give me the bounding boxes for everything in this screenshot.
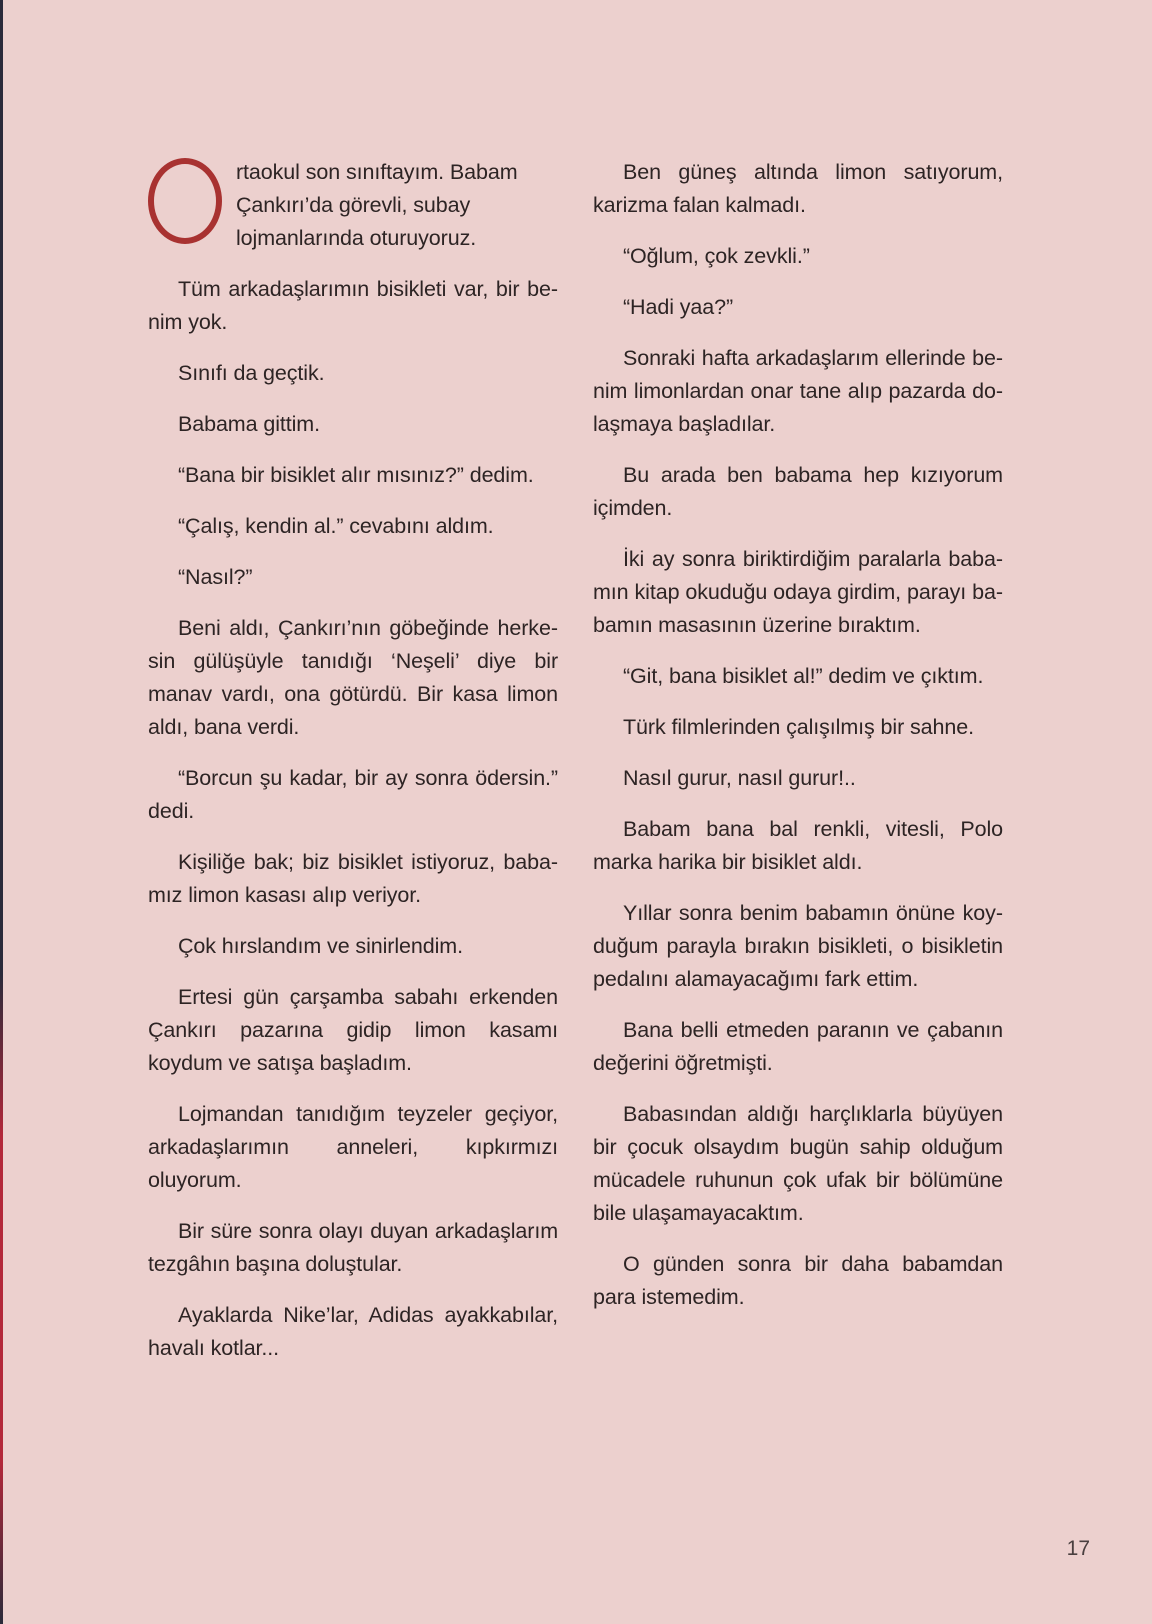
paragraph: “Oğlum, çok zevkli.” [623, 244, 810, 268]
paragraph: Nasıl gurur, nasıl gurur!.. [623, 766, 856, 790]
paragraph: Bir süre sonra olayı duyan arkadaşlarım tezgâhın başına doluştular. [148, 1219, 558, 1276]
paragraph: Bana belli etmeden paranın ve çabanın değerini öğretmişti. [593, 1018, 1003, 1075]
paragraph: Kişiliğe bak; biz bisiklet istiyoruz, babamız limon kasası alıp veriyor. [148, 850, 558, 907]
page-edge-strip [0, 0, 3, 1624]
paragraph: Yıllar sonra benim babamın önüne koyduğum parayla bırakın bisikleti, o bisikletin pedalını alamayacağımı fark ettim. [593, 901, 1003, 991]
right-text-column [593, 156, 1003, 1332]
paragraph: “Git, bana bisiklet al!” dedim ve çıktım. [623, 664, 984, 688]
paragraph: Türk filmlerinden çalışılmış bir sahne. [623, 715, 974, 739]
paragraph: Lojmandan tanıdığım teyzeler geçiyor, arkadaşlarımın anneleri, kıpkırmızı oluyorum. [148, 1102, 558, 1192]
page-number: 17 [1066, 1537, 1090, 1560]
paragraph: Çok hırslandım ve sinirlendim. [178, 934, 463, 958]
paragraph: Tüm arkadaşlarımın bisikleti var, bir benim yok. [148, 277, 558, 334]
opening-paragraph [148, 156, 558, 255]
paragraph: Beni aldı, Çankırı’nın göbeğinde herkesin gülüşüyle tanıdığı ‘Neşeli’ diye bir manav vardı, ona götürdü. Bir kasa limon aldı, bana verdi. [148, 616, 558, 739]
paragraph: Sonraki hafta arkadaşlarım ellerinde benim limonlardan onar tane alıp pazarda dolaşmaya başladılar. [593, 346, 1003, 436]
paragraph: “Çalış, kendin al.” cevabını aldım. [178, 514, 494, 538]
paragraph: İki ay sonra biriktirdiğim paralarla babamın kitap okuduğu odaya girdim, parayı babamın masasının üzerine bıraktım. [593, 547, 1003, 637]
paragraph: “Hadi yaa?” [623, 295, 734, 319]
paragraph: “Nasıl?” [178, 565, 253, 589]
paragraph: “Borcun şu kadar, bir ay sonra ödersin.” dedi. [148, 766, 558, 823]
paragraph: Babasından aldığı harçlıklarla büyüyen bir çocuk olsaydım bugün sahip olduğum mücadele ruhunun çok ufak bir bölümüne bile ulaşamayacaktım. [593, 1102, 1003, 1225]
opening-paragraph-text: rtaokul son sınıftayım. Babam Çankırı’da görevli, subay lojmanlarında oturuyoruz. [236, 160, 518, 250]
paragraph: Babama gittim. [178, 412, 320, 436]
left-text-column [148, 156, 558, 1383]
paragraph: Ben güneş altında limon satıyorum, karizma falan kalmadı. [593, 160, 1003, 217]
paragraph: Bu arada ben babama hep kızıyorum içimden. [593, 463, 1003, 520]
paragraph: Ertesi gün çarşamba sabahı erkenden Çankırı pazarına gidip limon kasamı koydum ve satışa başladım. [148, 985, 558, 1075]
paragraph: Sınıfı da geçtik. [178, 361, 325, 385]
paragraph: “Bana bir bisiklet alır mısınız?” dedim. [178, 463, 534, 487]
paragraph: Babam bana bal renkli, vitesli, Polo marka harika bir bisiklet aldı. [593, 817, 1003, 874]
dropcap-letter-o [148, 158, 222, 244]
paragraph: O günden sonra bir daha babamdan para istemedim. [593, 1252, 1003, 1309]
paragraph: Ayaklarda Nike’lar, Adidas ayakkabılar, havalı kotlar... [148, 1303, 558, 1360]
